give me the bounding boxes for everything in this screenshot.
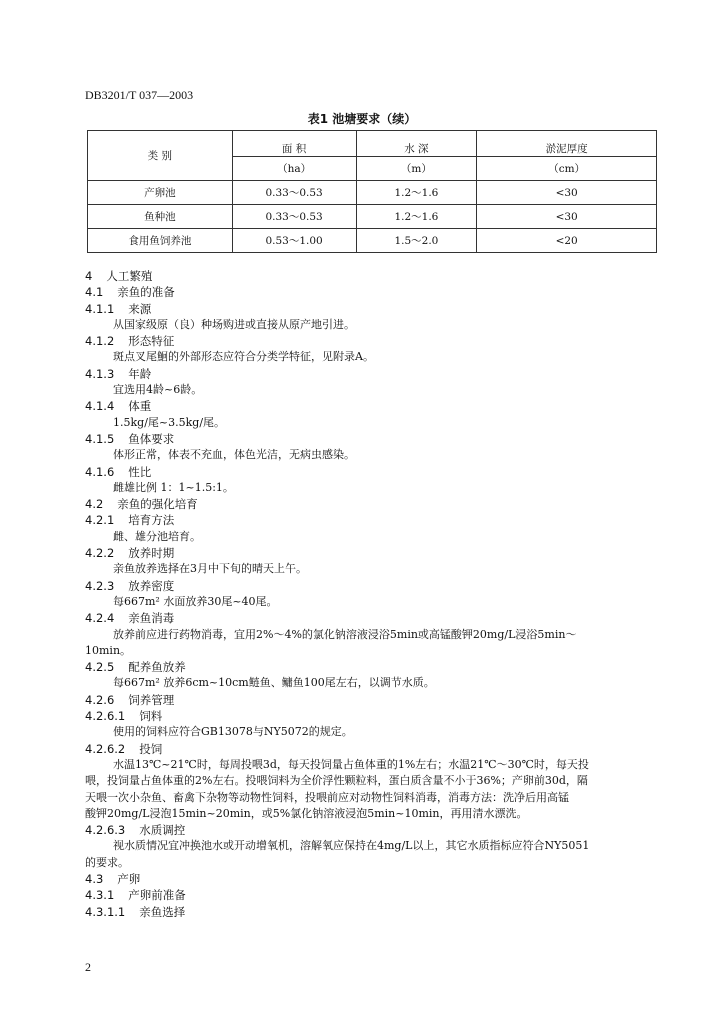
cell: 1.2～1.6 [356, 181, 477, 205]
section-heading [85, 610, 660, 626]
header-depth: 水 深 [356, 131, 477, 157]
header-area-unit: （ha） [232, 157, 356, 181]
section-number: 4.1 [85, 285, 104, 300]
cell: 0.33～0.53 [232, 205, 356, 229]
section-number: 4.1.3 [85, 366, 115, 381]
section-title: 人工繁殖 [106, 269, 153, 283]
section-heading [85, 366, 660, 382]
cell: 产卵池 [88, 181, 233, 205]
header-area: 面 积 [232, 131, 356, 157]
paragraph-line: 宜选用4龄~6龄。 [113, 383, 203, 397]
document-body [85, 268, 660, 920]
section-number: 4.2.6 [85, 692, 115, 707]
section-number: 4.2.5 [85, 660, 115, 675]
section-heading [85, 708, 660, 724]
paragraph-line: 亲鱼放养选择在3月中下旬的晴天上午。 [113, 562, 307, 576]
section-title: 培育方法 [128, 513, 175, 528]
section-title: 亲鱼消毒 [128, 611, 175, 626]
paragraph-line: 水温13℃~21℃时，每周投喂3d，每天投饲量占鱼体重的1%左右；水温21℃～30℃时，每天投 [113, 757, 589, 771]
section-title: 亲鱼的强化培育 [117, 497, 198, 512]
section-number: 4.2.1 [85, 513, 115, 528]
cell: 0.53～1.00 [232, 229, 356, 253]
document-code: DB3201/T 037—2003 [85, 88, 194, 102]
paragraph-line: 从国家级原（良）种场购进或直接从原产地引进。 [113, 317, 355, 331]
paragraph-line: 雌雄比例 1：1~1.5:1。 [113, 480, 234, 494]
paragraph-line: 斑点叉尾鮰的外部形态应符合分类学特征，见附录A。 [113, 350, 374, 364]
section-title: 投饲 [139, 741, 163, 756]
pond-requirements-table [87, 130, 657, 253]
section-title: 饲养管理 [128, 692, 175, 707]
paragraph-line: 体形正常，体表不充血，体色光洁，无病虫感染。 [113, 448, 355, 462]
section-title: 亲鱼选择 [139, 904, 186, 919]
section-title: 年龄 [128, 366, 152, 381]
section-number: 4.1.1 [85, 301, 115, 316]
table-row [88, 229, 657, 253]
paragraph-continuation: 的要求。 [85, 855, 129, 869]
section-title: 水质调控 [139, 823, 186, 838]
cell: 1.2～1.6 [356, 205, 477, 229]
section-heading [85, 741, 660, 757]
section-number: 4.2.2 [85, 546, 115, 561]
section-heading [85, 398, 660, 414]
paragraph-continuation: 酸钾20mg/L浸泡15min~20min，或5%氯化钠溶液浸泡5min~10min，再用清水漂洗。 [85, 806, 528, 820]
section-heading [85, 578, 660, 594]
section-title: 形态特征 [128, 334, 175, 349]
table-row [88, 205, 657, 229]
paragraph-line: 视水质情况宜冲换池水或开动增氧机，溶解氧应保持在4mg/L以上，其它水质指标应符合NY5051 [113, 839, 590, 853]
section-number: 4.1.2 [85, 334, 115, 349]
section-title: 放养密度 [128, 578, 175, 593]
header-depth-unit: （m） [356, 157, 477, 181]
section-heading [85, 496, 660, 512]
paragraph-line: 雌、雄分池培育。 [113, 529, 201, 543]
header-silt: 淤泥厚度 [477, 131, 657, 157]
section-heading [85, 333, 660, 349]
section-heading [85, 887, 660, 903]
section-heading [85, 904, 660, 920]
section-number: 4.1.6 [85, 464, 115, 479]
section-number: 4.1.4 [85, 399, 115, 414]
page-number: 2 [85, 960, 91, 974]
paragraph-continuation: 喂，投饲量占鱼体重的2%左右。投喂饲料为全价浮性颗粒料，蛋白质含量不小于36%；产卵前30d，隔 [85, 774, 588, 788]
cell: 0.33～0.53 [232, 181, 356, 205]
section-heading [85, 464, 660, 480]
cell: <30 [477, 205, 657, 229]
section-number: 4.2.4 [85, 611, 115, 626]
paragraph-line: 每667m² 放养6cm~10cm鲢鱼、鳙鱼100尾左右，以调节水质。 [113, 676, 435, 690]
section-title: 性比 [128, 464, 152, 479]
section-title: 来源 [128, 301, 152, 316]
section-number: 4.3 [85, 871, 104, 886]
cell: <20 [477, 229, 657, 253]
section-title: 放养时期 [128, 546, 175, 561]
header-category: 类 别 [88, 131, 233, 181]
section-number: 4.2.6.2 [85, 741, 126, 756]
cell: 1.5～2.0 [356, 229, 477, 253]
section-heading [85, 301, 660, 317]
section-number: 4.2.3 [85, 578, 115, 593]
section-number: 4.2 [85, 497, 104, 512]
header-silt-unit: （cm） [477, 157, 657, 181]
section-heading [85, 659, 660, 675]
section-title: 产卵前准备 [128, 888, 186, 903]
section-title: 饲料 [139, 709, 163, 724]
section-number: 4.2.6.3 [85, 823, 126, 838]
section-heading [85, 871, 660, 887]
cell: <30 [477, 181, 657, 205]
paragraph-line: 每667m² 水面放养30尾~40尾。 [113, 594, 278, 608]
paragraph-line: 使用的饲料应符合GB13078与NY5072的规定。 [113, 725, 353, 739]
section-title: 配养鱼放养 [128, 660, 186, 675]
section-heading [85, 822, 660, 838]
section-title: 鱼体要求 [128, 431, 175, 446]
paragraph-continuation: 天喂一次小杂鱼、畜禽下杂物等动物性饲料，投喂前应对动物性饲料消毒，消毒方法：洗净后用高锰 [85, 790, 569, 804]
section-title: 体重 [128, 399, 152, 414]
paragraph-line: 放养前应进行药物消毒，宜用2%～4%的氯化钠溶液浸浴5min或高锰酸钾20mg/L浸浴5min～ [113, 627, 577, 641]
paragraph-continuation: 10min。 [85, 643, 132, 657]
section-number: 4.1.5 [85, 431, 115, 446]
cell: 鱼种池 [88, 205, 233, 229]
section-heading [85, 512, 660, 528]
section-heading [85, 284, 660, 300]
section-number: 4.2.6.1 [85, 709, 126, 724]
section-heading [85, 692, 660, 708]
section-heading [85, 431, 660, 447]
table-row [88, 181, 657, 205]
cell: 食用鱼饲养池 [88, 229, 233, 253]
section-number: 4.3.1 [85, 888, 115, 903]
section-number: 4 [85, 269, 93, 283]
paragraph-line: 1.5kg/尾~3.5kg/尾。 [113, 415, 226, 429]
section-number: 4.3.1.1 [85, 904, 126, 919]
section-title: 亲鱼的准备 [117, 285, 175, 300]
section-title: 产卵 [117, 871, 141, 886]
section-heading [85, 545, 660, 561]
section-heading [85, 268, 660, 284]
table-title: 表1 池塘要求（续） [307, 112, 417, 126]
